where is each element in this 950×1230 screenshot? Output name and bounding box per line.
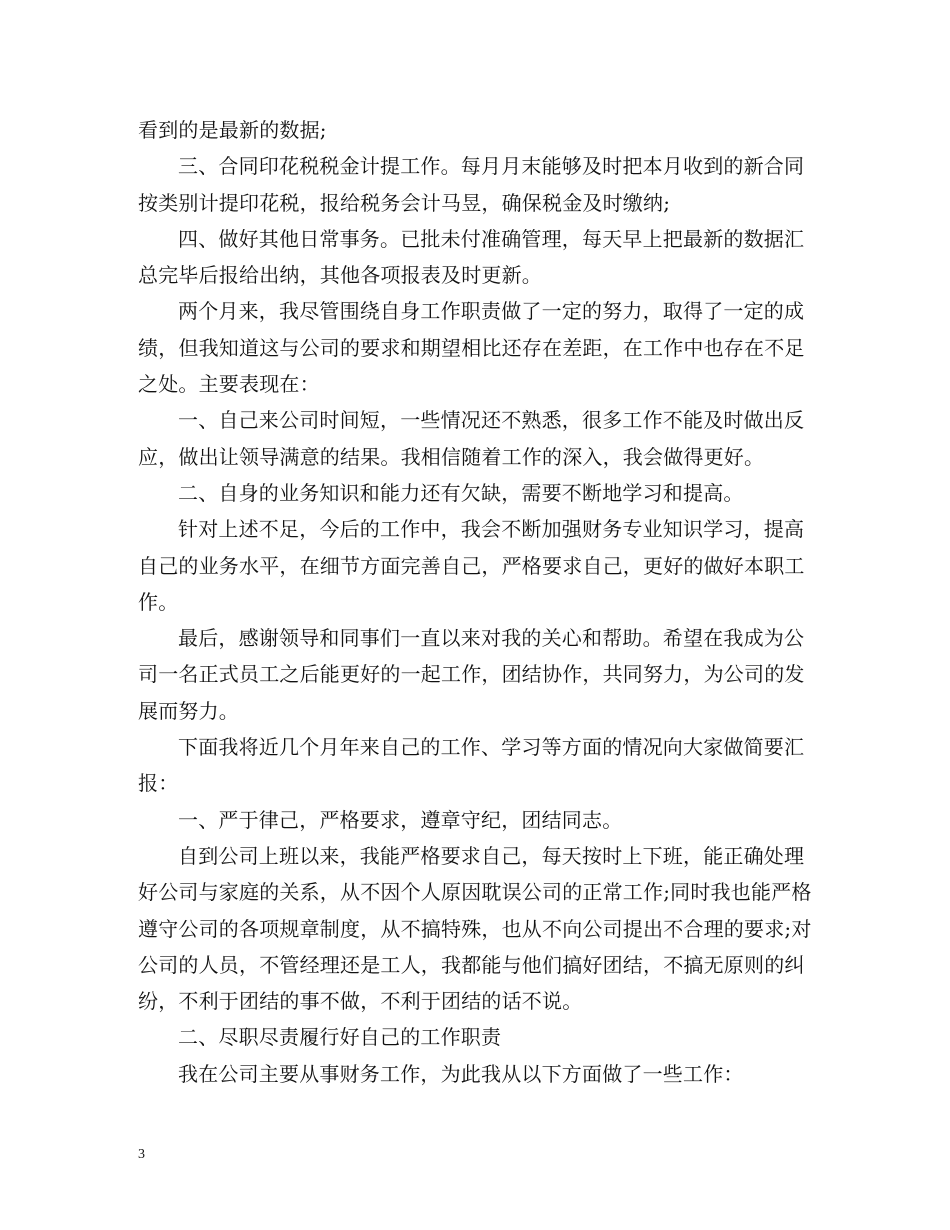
page-number: 3: [138, 1147, 145, 1162]
paragraph: 一、自己来公司时间短，一些情况还不熟悉，很多工作不能及时做出反应，做出让领导满意的结果。我相信随着工作的深入，我会做得更好。: [138, 408, 805, 469]
paragraph: 看到的是最新的数据;: [138, 118, 327, 142]
paragraph: 我在公司主要从事财务工作，为此我从以下方面做了一些工作：: [178, 1061, 744, 1086]
paragraph: 两个月来，我尽管围绕自身工作职责做了一定的努力，取得了一定的成绩，但我知道这与公司的要求和期望相比还存在差距，在工作中也存在不足之处。主要表现在：: [138, 299, 805, 397]
paragraph: 一、严于律己，严格要求，遵章守纪，团结同志。: [178, 807, 623, 832]
paragraph: 二、自身的业务知识和能力还有欠缺，需要不断地学习和提高。: [178, 480, 744, 505]
paragraph: 自到公司上班以来，我能严格要求自己，每天按时上下班，能正确处理好公司与家庭的关系，从不因个人原因耽误公司的正常工作;同时我也能严格遵守公司的各项规章制度，从不搞特殊，也从不向公司提出不合理的要求;对公司的人员，不管经理还是工人，我都能与他们搞好团结，不搞无原则的纠纷，不利于团结的事不做，不利于团结的话不说。: [138, 843, 812, 1014]
paragraph: 二、尽职尽责履行好自己的工作职责: [178, 1025, 502, 1050]
paragraph: 最后，感谢领导和同事们一直以来对我的关心和帮助。希望在我成为公司一名正式员工之后能更好的一起工作，团结协作，共同努力，为公司的发展而努力。: [138, 626, 805, 723]
paragraph: 针对上述不足，今后的工作中，我会不断加强财务专业知识学习，提高自己的业务水平，在细节方面完善自己，严格要求自己，更好的做好本职工作。: [138, 517, 805, 614]
paragraph: 下面我将近几个月年来自己的工作、学习等方面的情况向大家做简要汇报：: [138, 735, 805, 796]
paragraph: 四、做好其他日常事务。已批未付准确管理，每天早上把最新的数据汇总完毕后报给出纳，其他各项报表及时更新。: [138, 226, 805, 288]
document-body: [138, 112, 822, 1092]
paragraph: 三、合同印花税税金计提工作。每月月末能够及时把本月收到的新合同按类别计提印花税，报给税务会计马昱，确保税金及时缴纳;: [138, 154, 805, 215]
